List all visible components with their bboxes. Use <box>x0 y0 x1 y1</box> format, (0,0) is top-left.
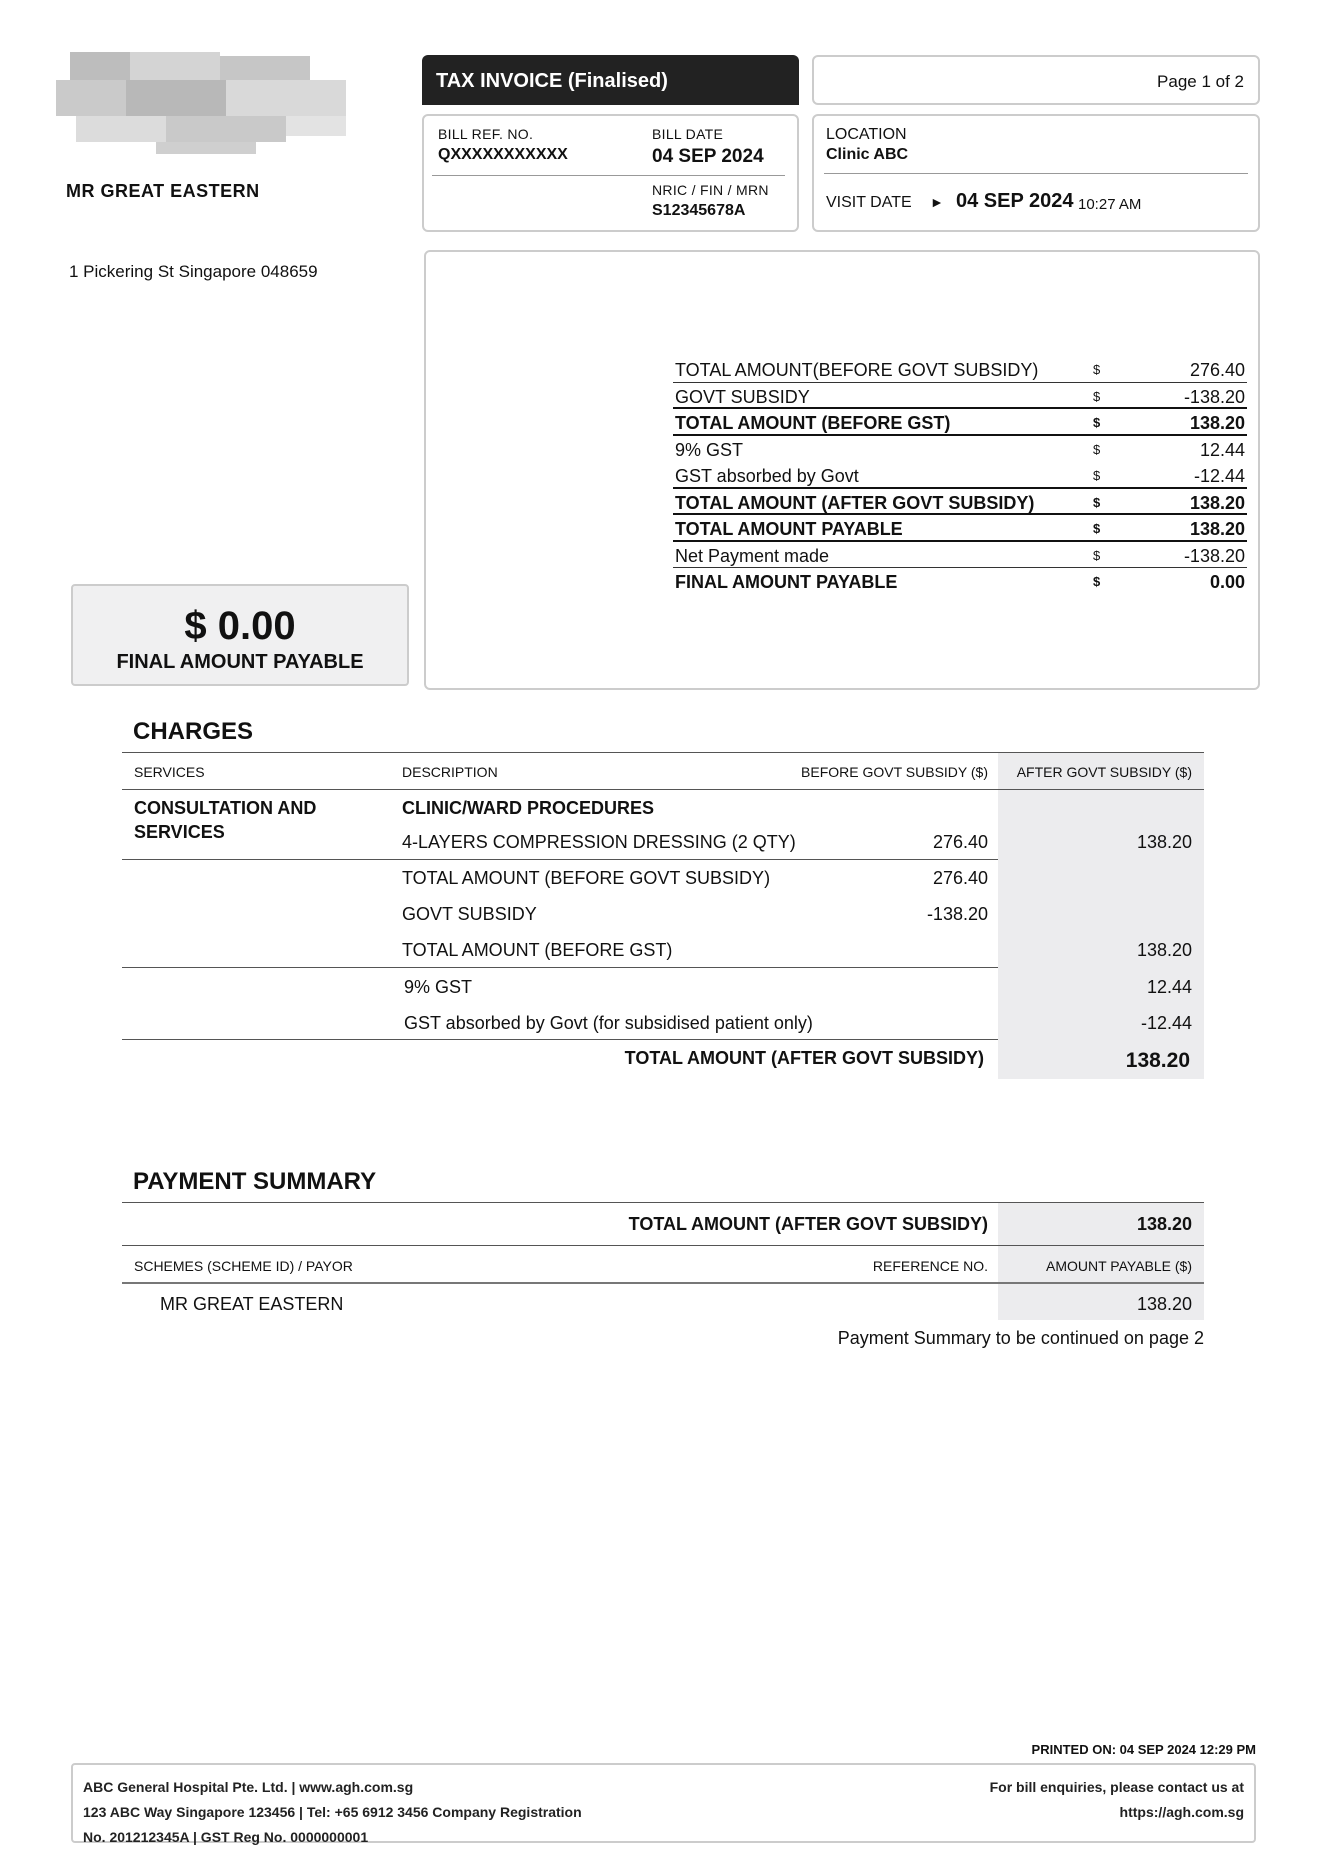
summary-label: FINAL AMOUNT PAYABLE <box>675 572 898 592</box>
total-before-gst-label: TOTAL AMOUNT (BEFORE GST) <box>402 940 673 960</box>
payment-continued-note: Payment Summary to be continued on page 2 <box>837 1328 1204 1348</box>
col-description: DESCRIPTION <box>402 764 498 780</box>
divider <box>122 789 1204 790</box>
patient-name: MR GREAT EASTERN <box>66 181 260 201</box>
summary-label: TOTAL AMOUNT PAYABLE <box>675 519 903 539</box>
page-number: Page 1 of 2 <box>1157 72 1244 91</box>
charges-grand-total-value: 138.20 <box>1125 1049 1190 1072</box>
divider <box>122 967 998 968</box>
summary-row <box>673 409 1247 436</box>
location-box <box>812 114 1260 232</box>
location-label: LOCATION <box>826 126 907 143</box>
amount-summary-table <box>673 356 1247 595</box>
hospital-info-line3: No. 201212345A | GST Reg No. 0000000001 <box>83 1829 369 1845</box>
summary-label: GST absorbed by Govt <box>675 466 859 486</box>
charge-item-description: 4-LAYERS COMPRESSION DRESSING (2 QTY) <box>402 832 796 852</box>
final-amount-value: $ 0.00 <box>184 604 296 648</box>
summary-label: Net Payment made <box>675 545 830 566</box>
summary-row <box>673 383 1247 410</box>
page-indicator <box>812 55 1260 105</box>
col-amount-payable: AMOUNT PAYABLE ($) <box>1046 1258 1192 1274</box>
patient-address: 1 Pickering St Singapore 048659 <box>69 262 318 281</box>
total-before-gst-value: 138.20 <box>1136 940 1192 960</box>
charge-item-after: 138.20 <box>1136 832 1192 852</box>
gst-absorbed-label: GST absorbed by Govt (for subsidised patient only) <box>404 1013 813 1033</box>
service-name-line2: SERVICES <box>134 822 225 842</box>
currency-symbol: $ <box>1093 415 1101 430</box>
service-name-line1: CONSULTATION AND <box>134 798 317 818</box>
summary-row <box>673 462 1247 489</box>
location-value: Clinic ABC <box>826 146 909 163</box>
currency-symbol: $ <box>1093 494 1101 510</box>
enquiry-info <box>990 1775 1244 1825</box>
currency-symbol: $ <box>1093 574 1101 589</box>
payor-name: MR GREAT EASTERN <box>160 1294 344 1314</box>
bill-date-label: BILL DATE <box>652 126 724 142</box>
summary-value: -12.44 <box>1193 466 1245 486</box>
govt-subsidy-label: GOVT SUBSIDY <box>402 904 537 924</box>
nric-label: NRIC / FIN / MRN <box>652 182 769 198</box>
summary-value: 12.44 <box>1199 439 1245 460</box>
summary-label: TOTAL AMOUNT (BEFORE GST) <box>675 413 951 433</box>
currency-symbol: $ <box>1093 441 1101 457</box>
gst-label: 9% GST <box>404 977 473 997</box>
col-before-subsidy: BEFORE GOVT SUBSIDY ($) <box>801 764 988 780</box>
final-amount-box <box>71 584 409 686</box>
printed-on: PRINTED ON: 04 SEP 2024 12:29 PM <box>1031 1742 1256 1757</box>
summary-value: 138.20 <box>1189 413 1245 433</box>
col-services: SERVICES <box>134 764 205 780</box>
summary-value: 138.20 <box>1189 492 1245 513</box>
col-after-subsidy: AFTER GOVT SUBSIDY ($) <box>1016 764 1192 780</box>
charge-item-before: 276.40 <box>932 832 988 852</box>
gst-value: 12.44 <box>1146 977 1192 997</box>
summary-row <box>673 542 1247 569</box>
location-divider <box>824 173 1248 174</box>
enquiry-link[interactable]: https://agh.com.sg <box>1119 1804 1244 1820</box>
currency-symbol: $ <box>1093 468 1101 483</box>
total-before-subsidy-label: TOTAL AMOUNT (BEFORE GOVT SUBSIDY) <box>402 868 771 888</box>
currency-symbol: $ <box>1093 547 1101 563</box>
invoice-title: TAX INVOICE (Finalised) <box>422 55 799 105</box>
hospital-logo-blurred <box>56 52 356 152</box>
summary-value: 276.40 <box>1189 360 1245 380</box>
summary-label: TOTAL AMOUNT (AFTER GOVT SUBSIDY) <box>675 492 1035 513</box>
currency-symbol: $ <box>1093 362 1101 377</box>
summary-row <box>673 515 1247 542</box>
summary-row <box>673 356 1247 383</box>
bill-divider <box>432 175 785 176</box>
nric-value: S12345678A <box>652 202 746 219</box>
summary-label: 9% GST <box>675 439 744 460</box>
hospital-info-line2: 123 ABC Way Singapore 123456 | Tel: +65 6912 3456 Company Registration <box>83 1804 582 1820</box>
currency-symbol: $ <box>1093 388 1101 404</box>
summary-row <box>673 568 1247 595</box>
summary-value: -138.20 <box>1183 545 1245 566</box>
summary-label: TOTAL AMOUNT(BEFORE GOVT SUBSIDY) <box>675 360 1039 380</box>
visit-date-value: 04 SEP 2024 <box>956 190 1074 212</box>
amount-summary-box <box>424 250 1260 690</box>
col-scheme: SCHEMES (SCHEME ID) / PAYOR <box>134 1258 353 1274</box>
enquiry-text: For bill enquiries, please contact us at <box>989 1779 1244 1795</box>
payment-total-label: TOTAL AMOUNT (AFTER GOVT SUBSIDY) <box>628 1214 988 1234</box>
visit-time-value: 10:27 AM <box>1078 196 1142 213</box>
bill-ref-label: BILL REF. NO. <box>438 126 534 142</box>
summary-value: 0.00 <box>1209 572 1245 592</box>
divider <box>122 859 998 860</box>
col-reference: REFERENCE NO. <box>872 1258 988 1274</box>
summary-row <box>673 436 1247 463</box>
bill-info-box <box>422 114 799 232</box>
bill-date-value: 04 SEP 2024 <box>652 146 764 167</box>
currency-symbol: $ <box>1093 521 1101 536</box>
govt-subsidy-value: -138.20 <box>926 904 988 924</box>
charge-category: CLINIC/WARD PROCEDURES <box>402 798 655 818</box>
summary-label: GOVT SUBSIDY <box>675 386 810 407</box>
charges-grand-total-label: TOTAL AMOUNT (AFTER GOVT SUBSIDY) <box>624 1048 984 1068</box>
divider <box>122 1039 998 1040</box>
summary-value: 138.20 <box>1189 519 1245 539</box>
visit-date-label: VISIT DATE <box>826 194 912 211</box>
footer-box <box>71 1763 1256 1843</box>
hospital-info <box>83 1775 582 1850</box>
payment-total-value: 138.20 <box>1136 1214 1192 1234</box>
summary-row <box>673 489 1247 516</box>
final-amount-label: FINAL AMOUNT PAYABLE <box>116 651 364 673</box>
payment-summary-title: PAYMENT SUMMARY <box>133 1168 377 1195</box>
bill-ref-value: QXXXXXXXXXXX <box>438 146 568 163</box>
gst-absorbed-value: -12.44 <box>1140 1013 1192 1033</box>
payor-amount: 138.20 <box>1136 1294 1192 1314</box>
hospital-info-line1: ABC General Hospital Pte. Ltd. | www.agh.com.sg <box>83 1779 414 1795</box>
visit-arrow-icon: ► <box>930 194 944 210</box>
total-before-subsidy-value: 276.40 <box>932 868 988 888</box>
charges-title: CHARGES <box>133 718 254 745</box>
summary-value: -138.20 <box>1183 386 1245 407</box>
